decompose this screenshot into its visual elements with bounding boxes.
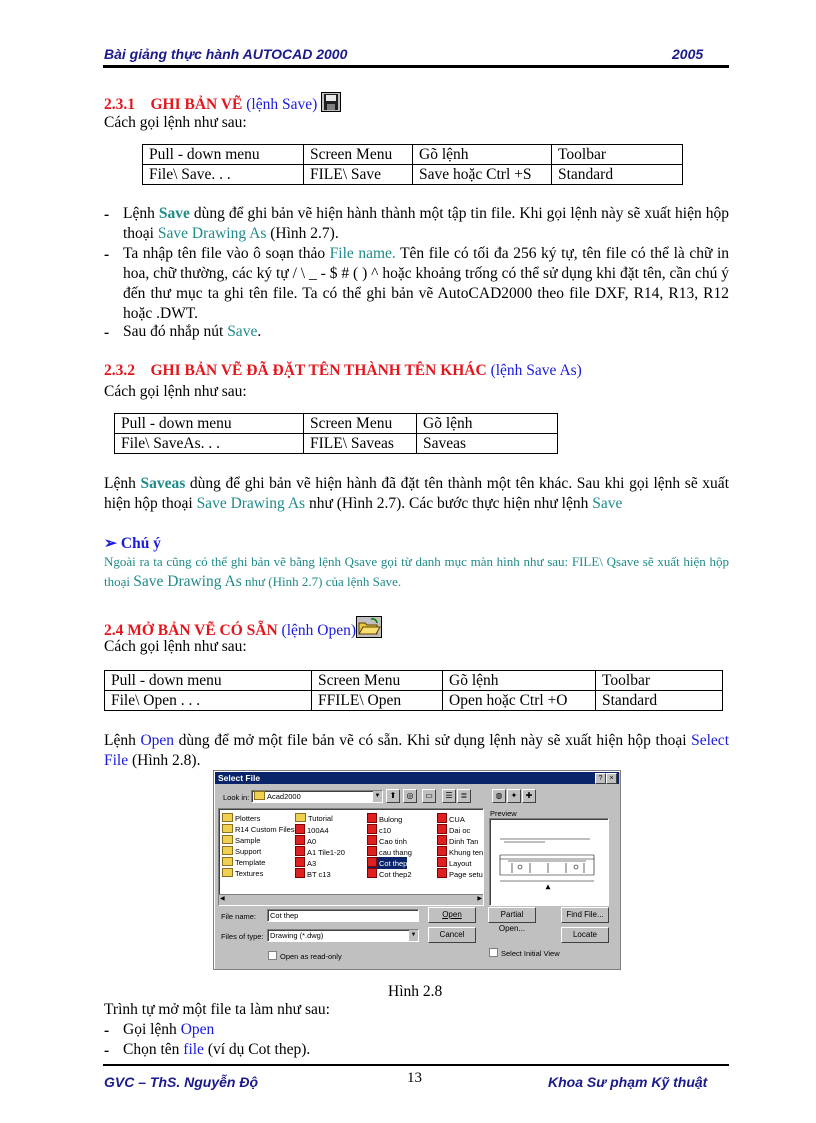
list-item[interactable]: Layout — [437, 857, 472, 869]
footer-author: GVC – ThS. Nguyễn Độ — [104, 1074, 259, 1090]
list-item[interactable]: cau thang — [367, 846, 412, 858]
file-name-label: File name: — [221, 912, 257, 921]
table-header-cell: Pull - down menu — [115, 414, 304, 434]
table-header-cell: Screen Menu — [304, 414, 417, 434]
details-view-button[interactable] — [457, 789, 471, 803]
list-item[interactable]: Cot thep2 — [367, 868, 412, 880]
horizontal-scrollbar[interactable] — [219, 894, 483, 905]
list-item-selected[interactable]: Cot thep — [367, 857, 407, 869]
dwg-file-icon — [295, 835, 305, 845]
preview-pane — [489, 818, 609, 906]
dwg-file-icon — [367, 868, 377, 878]
table-cell: File\ Open . . . — [105, 691, 312, 711]
folder-icon — [222, 835, 233, 844]
save-bullet-3: Sau đó nhắp nút Save. — [123, 323, 262, 340]
bullet-dash: - — [104, 1022, 110, 1039]
table-cell: Open hoặc Ctrl +O — [443, 691, 596, 711]
list-item[interactable]: BT c13 — [295, 868, 331, 880]
header-rule — [103, 65, 729, 68]
cancel-button[interactable]: Cancel — [428, 927, 476, 943]
partial-open-button[interactable]: Partial Open... — [488, 907, 536, 923]
table-cell: Save hoặc Ctrl +S — [413, 165, 552, 185]
globe-button[interactable] — [492, 789, 506, 803]
page-number: 13 — [407, 1070, 422, 1086]
table-header-cell: Gõ lệnh — [443, 671, 596, 691]
folder-icon — [222, 857, 233, 866]
list-item[interactable]: A0 — [295, 835, 316, 847]
folder-icon — [222, 813, 233, 822]
table-header-cell: Toolbar — [552, 145, 683, 165]
globe-icon: ◍ — [495, 791, 503, 800]
dwg-file-icon — [437, 813, 447, 823]
folder-icon — [254, 791, 265, 800]
dwg-file-icon — [295, 868, 305, 878]
folder-icon — [222, 868, 233, 877]
bullet-dash: - — [104, 324, 110, 341]
list-item[interactable]: Cao tinh — [367, 835, 407, 847]
dwg-file-icon — [295, 824, 305, 834]
dwg-file-icon — [437, 846, 447, 856]
header-year: 2005 — [672, 46, 704, 62]
file-name-input[interactable]: Cot thep — [267, 909, 419, 922]
search-web-button[interactable] — [403, 789, 417, 803]
add-favorite-icon: ✚ — [525, 791, 533, 800]
table-header-cell: Gõ lệnh — [417, 414, 558, 434]
file-type-label: Files of type: — [221, 932, 264, 941]
up-folder-icon: ⬆ — [389, 791, 397, 800]
list-item[interactable]: Khung ten — [437, 846, 483, 858]
new-folder-icon: ▭ — [425, 791, 433, 800]
step-2: Chọn tên file (ví dụ Cot thep). — [123, 1041, 311, 1058]
steps-intro: Trình tự mở một file ta làm như sau: — [104, 1001, 330, 1018]
list-item[interactable]: Sample — [222, 835, 260, 846]
new-folder-button[interactable] — [422, 789, 436, 803]
table-header-cell: Screen Menu — [304, 145, 413, 165]
table-cell: File\ SaveAs. . . — [115, 434, 304, 454]
chevron-down-icon: ▼ — [409, 930, 418, 941]
list-item[interactable]: Tutorial — [295, 813, 333, 824]
note-paragraph: Ngoài ra ta cũng có thể ghi bản vẽ bằng lệnh Qsave gọi từ danh mục màn hình như sau: FILE\ Qsave sẽ xuất hiện hộp thoại Save Drawing As như (Hình 2.7) của lệnh Save. — [104, 554, 729, 590]
list-item[interactable]: CUA — [437, 813, 465, 825]
list-item[interactable]: Template — [222, 857, 265, 868]
table-cell: Saveas — [417, 434, 558, 454]
table-cell: FILE\ Saveas — [304, 434, 417, 454]
section-2-3-1-intro: Cách gọi lệnh như sau: — [104, 114, 247, 131]
list-item[interactable]: Dai oc — [437, 824, 470, 836]
section-2-4-intro: Cách gọi lệnh như sau: — [104, 638, 247, 655]
table-header-cell: Screen Menu — [312, 671, 443, 691]
list-item[interactable]: Textures — [222, 868, 263, 879]
arrow-bullet-icon: ➢ — [104, 535, 117, 552]
table-cell: File\ Save. . . — [143, 165, 304, 185]
table-header-cell: Pull - down menu — [143, 145, 304, 165]
open-paragraph: Lệnh Open dùng để mở một file bản vẽ có sẵn. Khi sử dụng lệnh này sẽ xuất hiện hộp thoại Select File (Hình 2.8). — [104, 732, 729, 769]
list-item[interactable]: A1 Tile1-20 — [295, 846, 345, 858]
step-1: Gọi lệnh Open — [123, 1021, 215, 1038]
favorites-button[interactable] — [507, 789, 521, 803]
table-cell: FFILE\ Open — [312, 691, 443, 711]
dwg-file-icon — [295, 846, 305, 856]
search-web-icon: ◎ — [406, 791, 414, 800]
folder-icon — [222, 824, 233, 833]
select-file-dialog — [213, 770, 621, 970]
open-folder-icon — [356, 616, 382, 643]
saveas-command-table — [114, 413, 558, 454]
look-in-select[interactable]: Acad2000 ▼ — [251, 790, 383, 803]
header-title: Bài giảng thực hành AUTOCAD 2000 — [104, 46, 348, 62]
table-cell: Standard — [596, 691, 723, 711]
find-file-button[interactable]: Find File... — [561, 907, 609, 923]
file-list[interactable] — [218, 808, 484, 906]
table-cell: FILE\ Save — [304, 165, 413, 185]
open-command-table — [104, 670, 723, 711]
save-disk-icon — [321, 92, 341, 117]
drawing-preview-image — [490, 819, 606, 903]
checkbox-icon — [268, 951, 277, 960]
save-bullet-2: Ta nhập tên file vào ô soạn thảo File name. Tên file có tối đa 256 ký tự, tên file có thể là chữ in hoa, chữ thường, các ký tự / \ _ - $ # ( ) ^ hoặc khoảng trống có thể sử dụng khi đặt tên, cần chú ý đến thư mục ta ghi tên file. Ta có thể ghi bản vẽ AutoCAD2000 theo file DXF, R14, R13, R12 hoặc .DWT. — [123, 245, 730, 322]
table-header-cell: Gõ lệnh — [413, 145, 552, 165]
up-folder-button[interactable] — [386, 789, 400, 803]
figure-caption: Hình 2.8 — [388, 983, 443, 1000]
list-item[interactable]: R14 Custom Files — [222, 824, 295, 835]
dwg-file-icon — [437, 868, 447, 878]
list-item[interactable]: 100A4 — [295, 824, 329, 836]
close-icon[interactable]: × — [606, 773, 617, 784]
list-item[interactable]: A3 — [295, 857, 316, 869]
dwg-file-icon — [367, 857, 377, 867]
save-bullet-1: Lệnh Save dùng để ghi bản vẽ hiện hành thành một tập tin file. Khi gọi lệnh này sẽ xuất hiện hộp thoại Save Drawing As (Hình 2.7). — [123, 205, 729, 242]
list-item[interactable]: Plotters — [222, 813, 260, 824]
folder-icon — [295, 813, 306, 822]
dwg-file-icon — [367, 835, 377, 845]
bullet-dash: - — [104, 206, 110, 223]
table-header-cell: Pull - down menu — [105, 671, 312, 691]
folder-icon — [222, 846, 233, 855]
bullet-dash: - — [104, 1042, 110, 1059]
section-2-3-1-heading: 2.3.1 GHI BẢN VẼ (lệnh Save) — [104, 92, 341, 117]
details-view-icon: ≣ — [460, 791, 468, 800]
dwg-file-icon — [437, 835, 447, 845]
section-2-3-2-intro: Cách gọi lệnh như sau: — [104, 383, 247, 400]
file-type-select[interactable]: Drawing (*.dwg) ▼ — [267, 929, 419, 942]
dwg-file-icon — [295, 857, 305, 867]
list-item[interactable]: Dinh Tan — [437, 835, 478, 847]
footer-faculty: Khoa Sư phạm Kỹ thuật — [548, 1074, 708, 1090]
locate-button[interactable]: Locate — [561, 927, 609, 943]
list-item[interactable]: Bulong — [367, 813, 402, 825]
dwg-file-icon — [367, 824, 377, 834]
list-view-button[interactable] — [442, 789, 456, 803]
section-2-3-2-heading: 2.3.2 GHI BẢN VẼ ĐÃ ĐẶT TÊN THÀNH TÊN KHÁC (lệnh Save As) — [104, 362, 582, 379]
look-in-label: Look in: — [223, 793, 250, 802]
bullet-dash: - — [104, 246, 110, 263]
save-command-table — [142, 144, 683, 185]
open-button[interactable]: Open — [428, 907, 476, 923]
dwg-file-icon — [367, 846, 377, 856]
section-2-4-heading: 2.4 MỞ BẢN VẼ CÓ SẴN (lệnh Open) — [104, 616, 382, 643]
list-item[interactable]: c10 — [367, 824, 391, 836]
dwg-file-icon — [437, 824, 447, 834]
list-item[interactable]: Support — [222, 846, 261, 857]
list-view-icon: ☰ — [445, 791, 453, 800]
dialog-title-bar: Select File — [215, 772, 619, 784]
add-favorite-button[interactable] — [522, 789, 536, 803]
dwg-file-icon — [367, 813, 377, 823]
table-header-cell: Toolbar — [596, 671, 723, 691]
help-icon[interactable]: ? — [595, 773, 606, 784]
saveas-paragraph: Lệnh Saveas dùng để ghi bản vẽ hiện hành đã đặt tên thành một tên khác. Sau khi gọi lệnh sẽ xuất hiện hộp thoại Save Drawing As như (Hình 2.7). Các bước thực hiện như lệnh Save — [104, 475, 729, 512]
footer-rule — [103, 1064, 729, 1066]
list-item[interactable]: Page setu — [437, 868, 483, 880]
dwg-file-icon — [437, 857, 447, 867]
preview-label: Preview — [490, 809, 517, 818]
read-only-checkbox[interactable]: Open as read-only — [268, 951, 342, 961]
table-cell: Standard — [552, 165, 683, 185]
chevron-down-icon: ▼ — [373, 791, 382, 802]
favorites-icon: ✦ — [510, 791, 518, 800]
initial-view-checkbox[interactable]: Select Initial View — [489, 948, 560, 958]
note-heading: ➢ Chú ý — [104, 535, 161, 552]
checkbox-icon — [489, 948, 498, 957]
scroll-right-icon: ▶ — [477, 896, 482, 902]
scroll-left-icon: ◀ — [220, 896, 225, 902]
